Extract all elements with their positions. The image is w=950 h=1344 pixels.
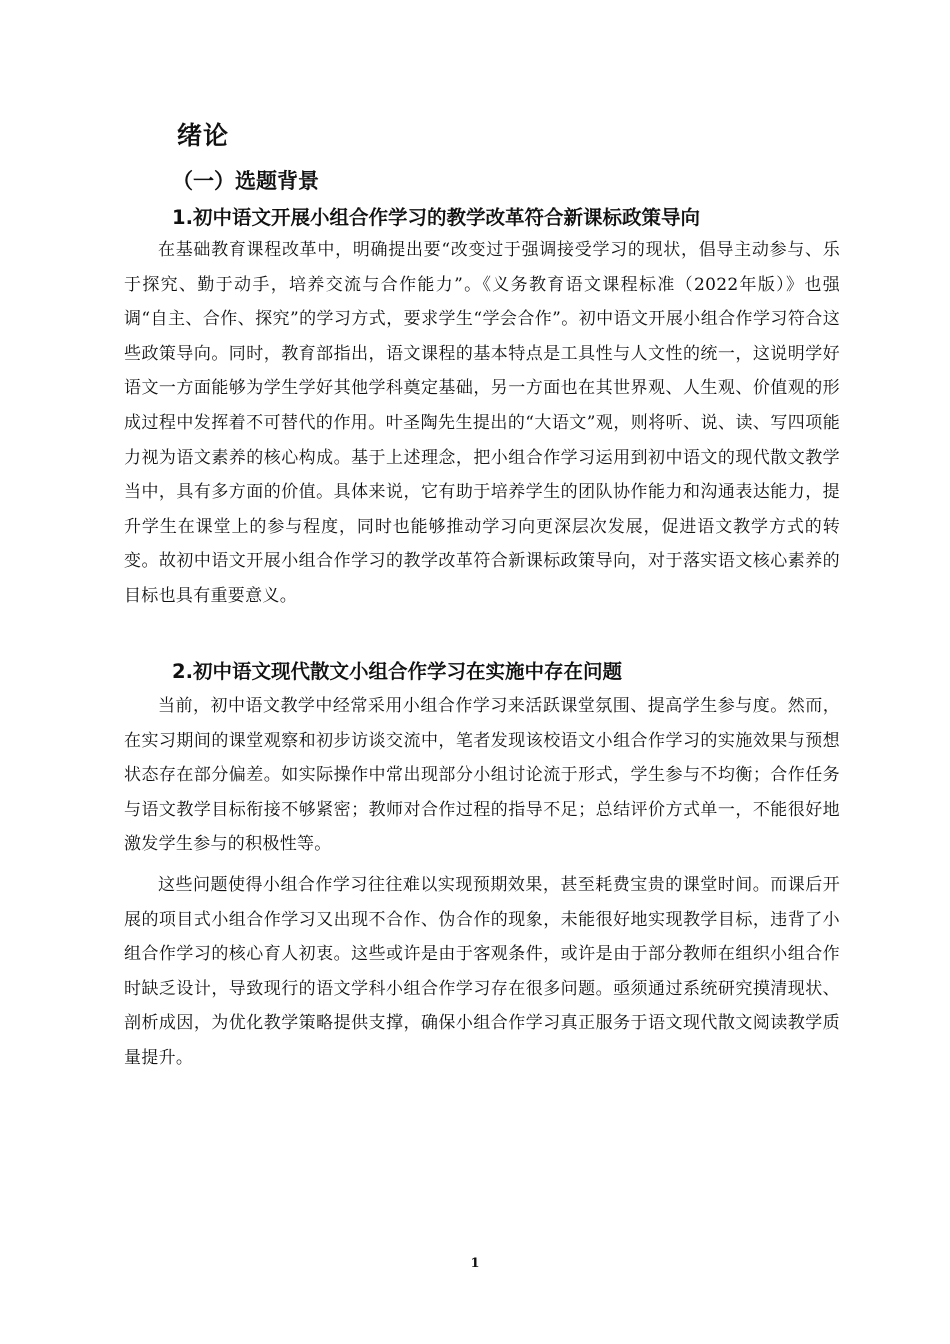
body-paragraph-2: 当前，初中语文教学中经常采用小组合作学习来活跃课堂氛围、提高学生参与度。然而，在实习期间的课堂观察和初步访谈交流中，笔者发现该校语文小组合作学习的实施效果与预想状态存在部分偏差。如实际操作中常出现部分小组讨论流于形式，学生参与不均衡；合作任务与语文教学目标衔接不够紧密；教师对合作过程的指导不足；总结评价方式单一，不能很好地激发学生参与的积极性等。 bbox=[124, 696, 840, 855]
page-number: 1 bbox=[470, 1256, 480, 1271]
subsection-title-1: 1.初中语文开展小组合作学习的教学改革符合新课标政策导向 bbox=[172, 206, 700, 229]
subsection-title-2: 2.初中语文现代散文小组合作学习在实施中存在问题 bbox=[172, 660, 622, 683]
section-title: （一）选题背景 bbox=[172, 169, 319, 193]
chapter-title: 绪论 bbox=[177, 121, 230, 150]
body-paragraph-1: 在基础教育课程改革中，明确提出要“改变过于强调接受学习的现状，倡导主动参与、乐于探究、勤于动手，培养交流与合作能力”。《义务教育语文课程标准（2022年版）》也强调“自主、合作、探究”的学习方式，要求学生“学会合作”。初中语文开展小组合作学习符合这些政策导向。同时，教育部指出，语文课程的基本特点是工具性与人文性的统一，这说明学好语文一方面能够为学生学好其他学科奠定基础，另一方面也在其世界观、人生观、价值观的形成过程中发挥着不可替代的作用。叶圣陶先生提出的“大语文”观，则将听、说、读、写四项能力视为语文素养的核心构成。基于上述理念，把小组合作学习运用到初中语文的现代散文教学当中，具有多方面的价值。具体来说，它有助于培养学生的团队协作能力和沟通表达能力，提升学生在课堂上的参与程度，同时也能够推动学习向更深层次发展，促进语文教学方式的转变。故初中语文开展小组合作学习的教学改革符合新课标政策导向，对于落实语文核心素养的目标也具有重要意义。 bbox=[124, 240, 840, 606]
body-paragraph-3: 这些问题使得小组合作学习往往难以实现预期效果，甚至耗费宝贵的课堂时间。而课后开展的项目式小组合作学习又出现不合作、伪合作的现象，未能很好地实现教学目标，违背了小组合作学习的核心育人初衷。这些或许是由于客观条件，或许是由于部分教师在组织小组合作时缺乏设计，导致现行的语文学科小组合作学习存在很多问题。亟须通过系统研究摸清现状、剖析成因，为优化教学策略提供支撑，确保小组合作学习真正服务于语文现代散文阅读教学质量提升。 bbox=[124, 875, 840, 1068]
